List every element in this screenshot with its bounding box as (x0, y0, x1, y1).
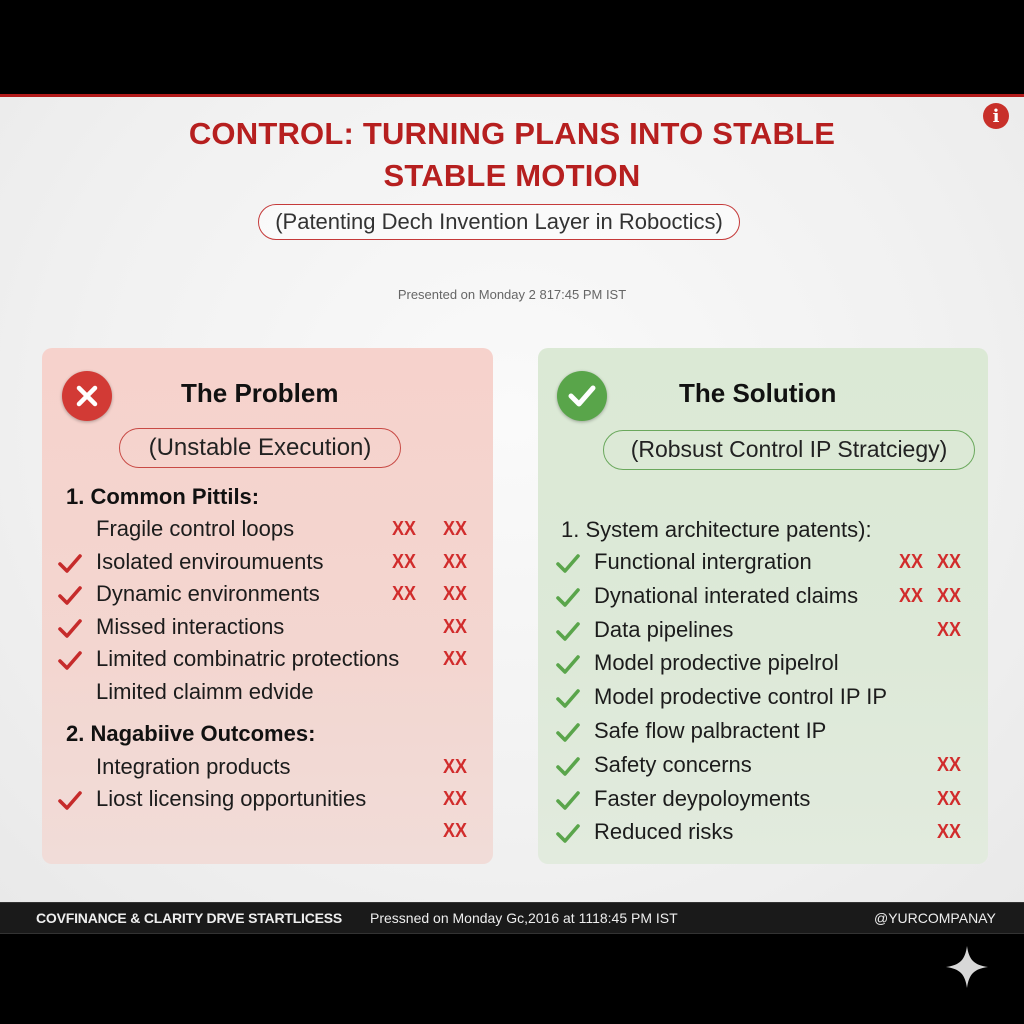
solution-pill: (Robsust Control IP Stratciegy) (603, 430, 975, 470)
xx-mark: XX (392, 518, 417, 540)
xx-mark: XX (443, 550, 468, 573)
xx-mark: XX (392, 583, 417, 605)
footer-middle: Pressned on Monday Gc,2016 at 1118:45 PM IST (370, 910, 678, 926)
check-icon (556, 654, 580, 676)
list-item: Data pipelines (594, 616, 734, 642)
problem-title: The Problem (181, 378, 339, 408)
problem-section-2: 2. Nagabiive Outcomes: (66, 721, 316, 746)
footer-right: @YURCOMPANAY (874, 910, 996, 926)
list-item: Model prodective pipelrol (594, 650, 839, 676)
list-item: Liost licensing opportunities (96, 786, 367, 811)
list-item: Dynational interated claims (594, 582, 859, 608)
sparkle-icon (944, 944, 990, 990)
xx-mark: XX (443, 648, 468, 670)
list-item: Isolated enviroumuents (96, 548, 324, 574)
problem-section-1: 1. Common Pittils: (66, 484, 260, 509)
xx-mark: XX (899, 551, 924, 573)
list-item: Functional intergration (594, 549, 812, 574)
list-item: Faster deypoloyments (594, 785, 811, 811)
list-item: Model prodective control IP IP (594, 684, 888, 710)
info-icon[interactable]: i (983, 103, 1009, 129)
solution-title: The Solution (679, 378, 837, 408)
check-icon (556, 587, 580, 609)
check-icon (556, 790, 580, 812)
xx-mark: XX (443, 615, 468, 638)
xx-mark: XX (899, 584, 924, 607)
list-item: Safe flow palbractent IP (594, 718, 827, 743)
x-circle-icon (62, 371, 112, 421)
list-item: Dynamic environments (96, 581, 320, 606)
xx-mark: XX (443, 518, 468, 540)
check-icon (556, 688, 580, 710)
xx-mark: XX (937, 787, 962, 810)
check-icon (556, 722, 580, 744)
footer-left: COVFINANCE & CLARITY DRVE STARTLICESS (36, 910, 343, 926)
check-icon (58, 585, 82, 607)
list-item: Limited claimm edvide (96, 678, 314, 704)
list-item: Safety concerns (594, 751, 752, 777)
xx-mark: XX (937, 618, 962, 641)
check-icon (58, 618, 82, 640)
xx-mark: XX (443, 583, 468, 605)
list-item: Limited combinatric protections (96, 646, 400, 671)
xx-mark: XX (443, 756, 468, 778)
xx-mark: XX (937, 753, 962, 776)
xx-mark: XX (443, 788, 468, 810)
slide-subtitle: (Patenting Dech Invention Layer in Roboctics) (258, 204, 740, 240)
list-item: Integration products (96, 754, 291, 779)
list-item: Fragile control loops (96, 516, 295, 541)
check-icon (556, 756, 580, 778)
xx-mark: XX (443, 820, 468, 842)
solution-section-1: 1. System architecture patents): (561, 517, 872, 542)
list-item: Reduced risks (594, 819, 734, 845)
list-item: Missed interactions (96, 613, 285, 639)
check-icon (556, 553, 580, 575)
check-icon (556, 823, 580, 845)
check-circle-icon (557, 371, 607, 421)
xx-mark: XX (937, 584, 962, 607)
check-icon (58, 790, 82, 812)
xx-mark: XX (937, 551, 962, 573)
presented-date: Presented on Monday 2 817:45 PM IST (397, 287, 627, 302)
footer-bar (0, 902, 1024, 934)
top-black-bar (0, 0, 1024, 94)
check-icon (58, 553, 82, 575)
slide-title-line2: STABLE MOTION (383, 158, 641, 193)
check-icon (556, 621, 580, 643)
xx-mark: XX (392, 550, 417, 573)
problem-pill: (Unstable Execution) (119, 428, 401, 468)
xx-mark: XX (937, 821, 962, 844)
check-icon (58, 650, 82, 672)
slide-title-line1: CONTROL: TURNING PLANS INTO STABLE (188, 116, 836, 151)
